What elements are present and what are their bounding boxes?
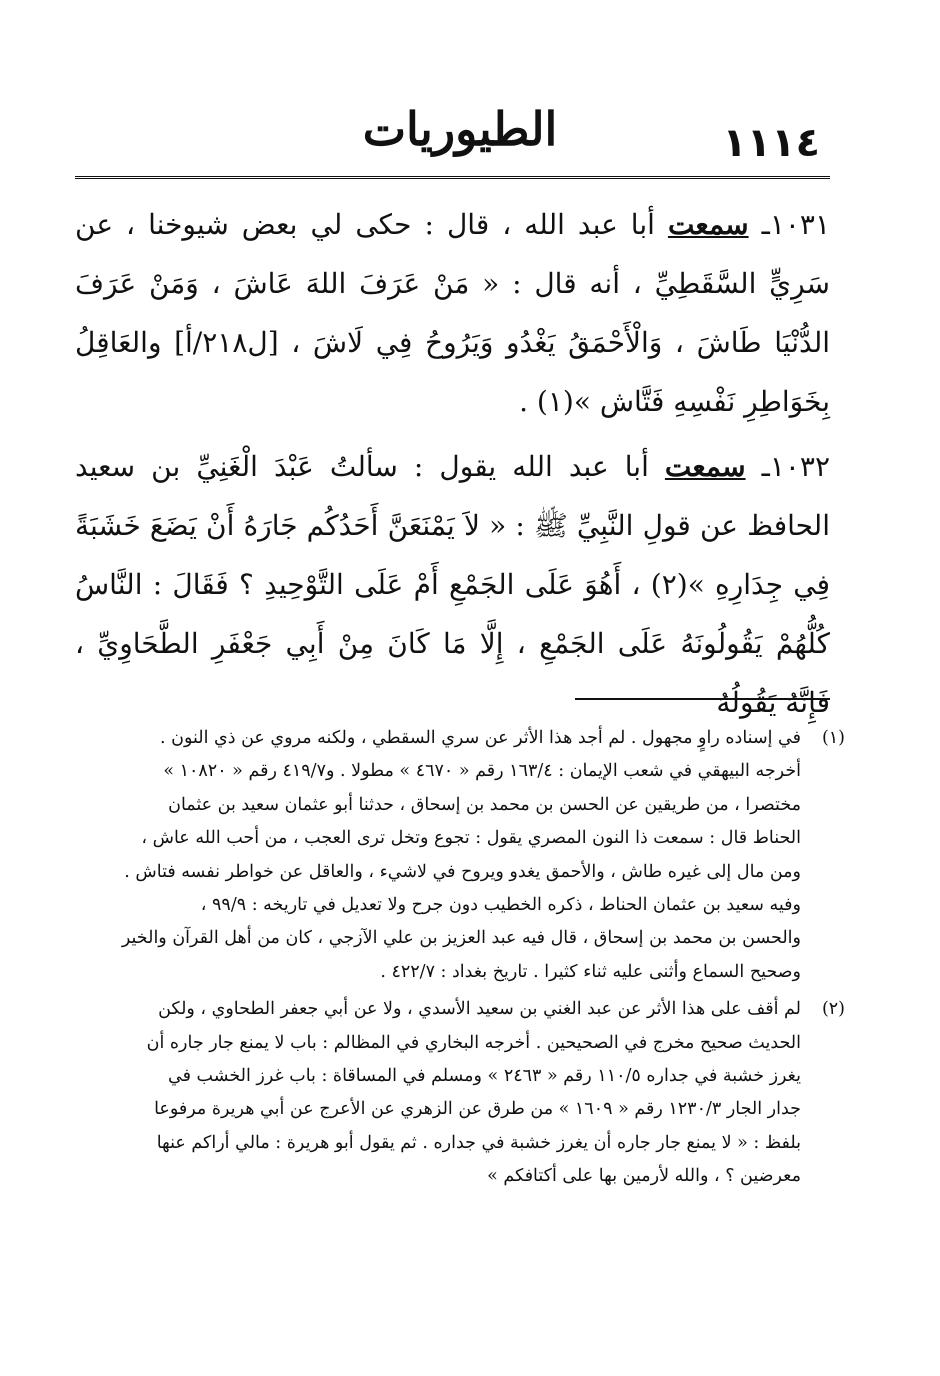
footnote-line: وفيه سعيد بن عثمان الحناط ، ذكره الخطيب دون جرح ولا تعديل في تاريخه : ٩٩/٩ ، [200,895,801,916]
footnote-line: ومن مال إلى غيره طاش ، والأحمق يغدو ويروح في لاشيء ، والعاقل عن خواطر نفسه فتاش . [124,861,801,882]
entry-1031: ١٠٣١ـ سمعت أبا عبد الله ، قال : حكى لي بعض شيوخنا ، عن سَرِيٍّ السَّقَطِيِّ ، أنه قال : « مَنْ عَرَفَ اللهَ عَاشَ ، وَمَنْ عَرَفَ الدُّنْيَا طَاشَ ، وَالْأَحْمَقُ يَغْدُو وَيَرُوحُ فِي لَاشَ ، [ل٢١٨/أ] والعَاقِلُ بِخَوَاطِرِ نَفْسِهِ فَتَّاش »(١) . [75,208,831,418]
footnote-text [75,993,801,1193]
footnote-line: وصحيح السماع وأثنى عليه ثناء كثيرا . تاريخ بغداد : ٤٢٢/٧ . [380,961,801,982]
footnote-line: مختصرا ، من طريقين عن الحسن بن محمد بن إسحاق ، حدثنا أبو عثمان سعيد بن عثمان [168,794,801,815]
footnote-marker: (٢) [821,999,845,1020]
entry-number: ١٠٣٢ [769,450,830,483]
entry-1032: ١٠٣٢ـ سمعت أبا عبد الله يقول : سألتُ عَبْدَ الْغَنِيِّ بن سعيد الحافظ عن قولِ النَّبِيِّ ﷺ : « لاَ يَمْنَعَنَّ أَحَدُكُم جَارَهُ أَنْ يَضَعَ خَشَبَةً فِي جِدَارِهِ »(٢) ، أَهُوَ عَلَى الجَمْعِ أَمْ عَلَى التَّوْحِيدِ ؟ فَقَالَ : النَّاسُ كُلُّهُمْ يَقُولُونَهُ عَلَى الجَمْعِ ، إِلَّا مَا كَانَ مِنْ أَبِي جَعْفَرِ الطَّحَاوِيِّ ، فَإِنَّهُ يَقُولُهُ [75,450,831,719]
entry-keyword: سمعت [667,208,749,241]
header-rule [75,176,830,179]
entry-text: أبا عبد الله يقول : سألتُ عَبْدَ الْغَنِيِّ بن سعيد الحافظ عن قولِ النَّبِيِّ ﷺ : « لاَ يَمْنَعَنَّ أَحَدُكُم جَارَهُ أَنْ يَضَعَ خَشَبَةً فِي جِدَارِهِ »(٢) ، أَهُوَ عَلَى الجَمْعِ أَمْ عَلَى التَّوْحِيدِ ؟ فَقَالَ : النَّاسُ كُلُّهُمْ يَقُولُونَهُ عَلَى الجَمْعِ ، إِلَّا مَا كَانَ مِنْ أَبِي جَعْفَرِ الطَّحَاوِيِّ ، فَإِنَّهُ يَقُولُهُ [75,450,831,719]
footnote-separator [575,698,830,700]
footnote-2 [75,993,845,1193]
footnote-line: في إسناده راوٍ مجهول . لم أجد هذا الأثر عن سري السقطي ، ولكنه مروي عن ذي النون . [160,728,801,748]
footnote-line: الحديث صحيح مخرج في الصحيحين . أخرجه البخاري في المظالم : باب لا يمنع جار جاره أن [146,1032,801,1053]
footnote-line: يغرز خشبة في جداره ١١٠/٥ رقم « ٢٤٦٣ » ومسلم في المساقاة : باب غرز الخشب في [168,1066,801,1087]
footnote-line: أخرجه البيهقي في شعب الإيمان : ١٦٣/٤ رقم « ٤٦٧٠ » مطولا . و٤١٩/٧ رقم « ١٠٨٢٠ » [163,761,801,782]
footnote-1 [75,722,845,989]
footnote-line: والحسن بن محمد بن إسحاق ، قال فيه عبد العزيز بن علي الآزجي ، كان من أهل القرآن والخير [121,928,801,949]
footnote-line: جدار الجار ١٢٣٠/٣ رقم « ١٦٠٩ » من طرق عن الزهري عن الأعرج عن أبي هريرة مرفوعا [154,1099,801,1120]
page-number: ١١١٤ [722,120,820,166]
main-text [75,195,830,738]
footnotes [75,722,845,1198]
footnote-line: بلفظ : « لا يمنع جار جاره أن يغرز خشبة في جداره . ثم يقول أبو هريرة : مالي أراكم عنها [156,1132,801,1153]
footnote-text [75,722,801,989]
entry-keyword: سمعت [664,450,746,483]
running-title: الطيوريات [362,102,558,156]
footnote-marker: (١) [821,728,845,748]
footnote-line: معرضين ؟ ، والله لأرمين بها على أكتافكم » [487,1166,801,1187]
entry-text: أبا عبد الله ، قال : حكى لي بعض شيوخنا ، عن سَرِيٍّ السَّقَطِيِّ ، أنه قال : « مَنْ عَرَفَ اللهَ عَاشَ ، وَمَنْ عَرَفَ الدُّنْيَا طَاشَ ، وَالْأَحْمَقُ يَغْدُو وَيَرُوحُ فِي لَاشَ ، [ل٢١٨/أ] والعَاقِلُ بِخَوَاطِرِ نَفْسِهِ فَتَّاش »(١) . [75,208,831,418]
footnote-line: لم أقف على هذا الأثر عن عبد الغني بن سعيد الأسدي ، ولا عن أبي جعفر الطحاوي ، ولكن [158,999,801,1020]
footnote-line: الحناط قال : سمعت ذا النون المصري يقول : تجوع وتخل ترى العجب ، من أحب الله عاش ، [141,828,801,849]
entry-number: ١٠٣١ [769,208,830,241]
